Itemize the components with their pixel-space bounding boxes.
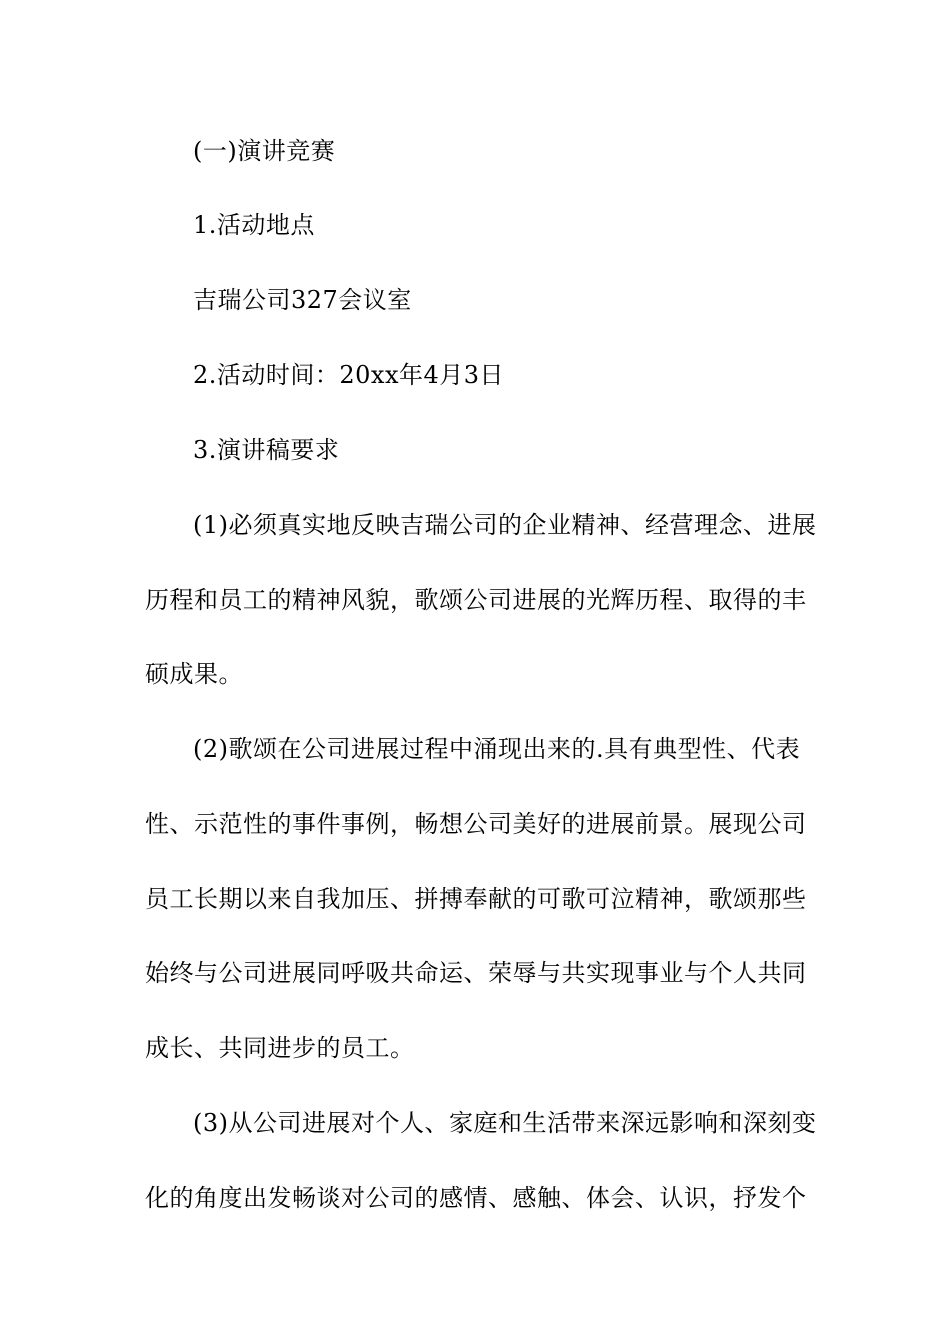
paragraph-line: 硕成果。 — [145, 660, 243, 688]
item1-title: 1.活动地点 — [193, 211, 315, 239]
item1-value: 吉瑞公司327会议室 — [193, 286, 412, 314]
paragraph-line: 始终与公司进展同呼吸共命运、荣辱与共实现事业与个人共同 — [145, 959, 807, 987]
paragraph-line: (2)歌颂在公司进展过程中涌现出来的.具有典型性、代表 — [193, 735, 801, 763]
item3-title: 3.演讲稿要求 — [193, 436, 340, 464]
section-heading: (一)演讲竞赛 — [193, 137, 336, 165]
paragraph-line: (3)从公司进展对个人、家庭和生活带来深远影响和深刻变 — [193, 1109, 817, 1137]
paragraph-line: (1)必须真实地反映吉瑞公司的企业精神、经营理念、进展 — [193, 511, 817, 539]
paragraph-line: 性、示范性的事件事例，畅想公司美好的进展前景。展现公司 — [145, 810, 807, 838]
paragraph-line: 成长、共同进步的员工。 — [145, 1034, 415, 1062]
item2-text: 2.活动时间：20xx年4月3日 — [193, 361, 505, 389]
paragraph-line: 化的角度出发畅谈对公司的感情、感触、体会、认识，抒发个 — [145, 1184, 807, 1212]
paragraph-line: 历程和员工的精神风貌，歌颂公司进展的光辉历程、取得的丰 — [145, 586, 807, 614]
paragraph-line: 员工长期以来自我加压、拼搏奉献的可歌可泣精神，歌颂那些 — [145, 885, 807, 913]
